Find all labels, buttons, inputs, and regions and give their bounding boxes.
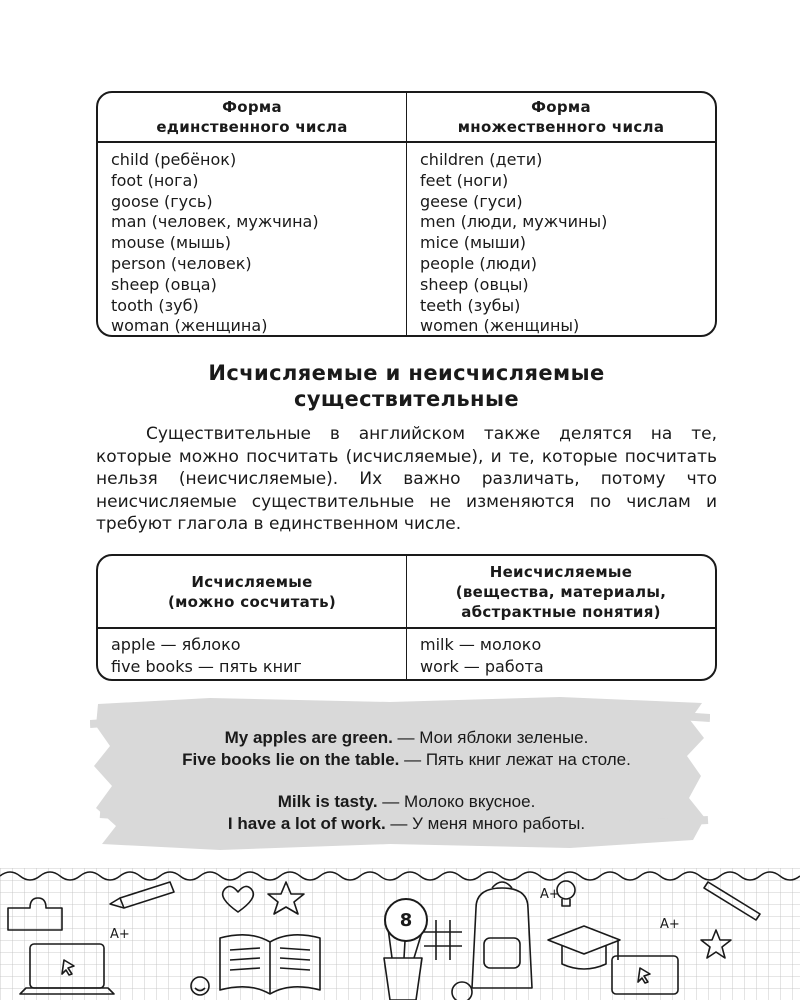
svg-text:A+: A+ — [660, 917, 680, 932]
table-row: mice (мыши) — [420, 233, 526, 253]
header-plural: Форма множественного числа — [406, 93, 715, 141]
table-row: work — работа — [420, 657, 544, 676]
table-row: mouse (мышь) — [111, 233, 232, 253]
svg-text:A+: A+ — [110, 927, 130, 942]
table-row: teeth (зубы) — [420, 295, 521, 315]
table-row: tooth (зуб) — [111, 295, 199, 315]
table-row: person (человек) — [111, 253, 252, 273]
table-row: man (человек, мужчина) — [111, 212, 319, 232]
example-sentences — [96, 727, 717, 835]
header-singular: Форма единственного числа — [156, 98, 348, 136]
header-countable: Исчисляемые (можно сосчитать) — [167, 572, 337, 611]
example-line: Milk is tasty. — Молоко вкусное. — [277, 792, 536, 811]
uncountable-column — [406, 629, 715, 679]
section-title: Исчисляемые и неисчисляемые существительные — [208, 361, 605, 411]
example-line: My apples are green. — Мои яблоки зеленые. — [224, 728, 589, 747]
example-line: I have a lot of work. — У меня много работы. — [227, 814, 586, 833]
svg-text:A+: A+ — [540, 887, 560, 902]
table-row: sheep (овцы) — [420, 274, 529, 294]
page-number: 8 — [384, 898, 428, 942]
table-row: children (дети) — [420, 150, 543, 169]
table-row: people (люди) — [420, 253, 537, 273]
table-row: five books — пять книг — [111, 657, 302, 676]
singular-plural-table — [96, 91, 717, 337]
table-row: milk — молоко — [420, 635, 542, 654]
table-header — [98, 93, 715, 143]
table-row: men (люди, мужчины) — [420, 212, 608, 232]
singular-column — [98, 143, 406, 335]
table-row: woman (женщина) — [111, 316, 268, 336]
table-row: sheep (овца) — [111, 274, 217, 294]
body-paragraph: Существительные в английском также делятся на те, которые можно посчитать (исчисляемые), и те, которые посчитать нельзя (неисчисляемые). Их важно различать, потому что неисчисляемые существительные не изменяются по числам и требуют глагола в единственном числе. — [96, 424, 717, 535]
countable-uncountable-table — [96, 554, 717, 681]
countable-column — [98, 629, 406, 679]
header-uncountable: Неисчисляемые (вещества, материалы, абстрактные понятия) — [406, 556, 715, 627]
table-header — [98, 556, 715, 629]
table-row: child (ребёнок) — [111, 150, 237, 169]
table-row: foot (нога) — [111, 170, 199, 190]
example-line: Five books lie on the table. — Пять книг лежат на столе. — [182, 750, 631, 769]
table-row: goose (гусь) — [111, 191, 213, 211]
table-row: women (женщины) — [420, 316, 580, 336]
plural-column — [406, 143, 715, 335]
table-row: apple — яблоко — [111, 635, 241, 654]
table-row: feet (ноги) — [420, 170, 509, 190]
table-row: geese (гуси) — [420, 191, 523, 211]
